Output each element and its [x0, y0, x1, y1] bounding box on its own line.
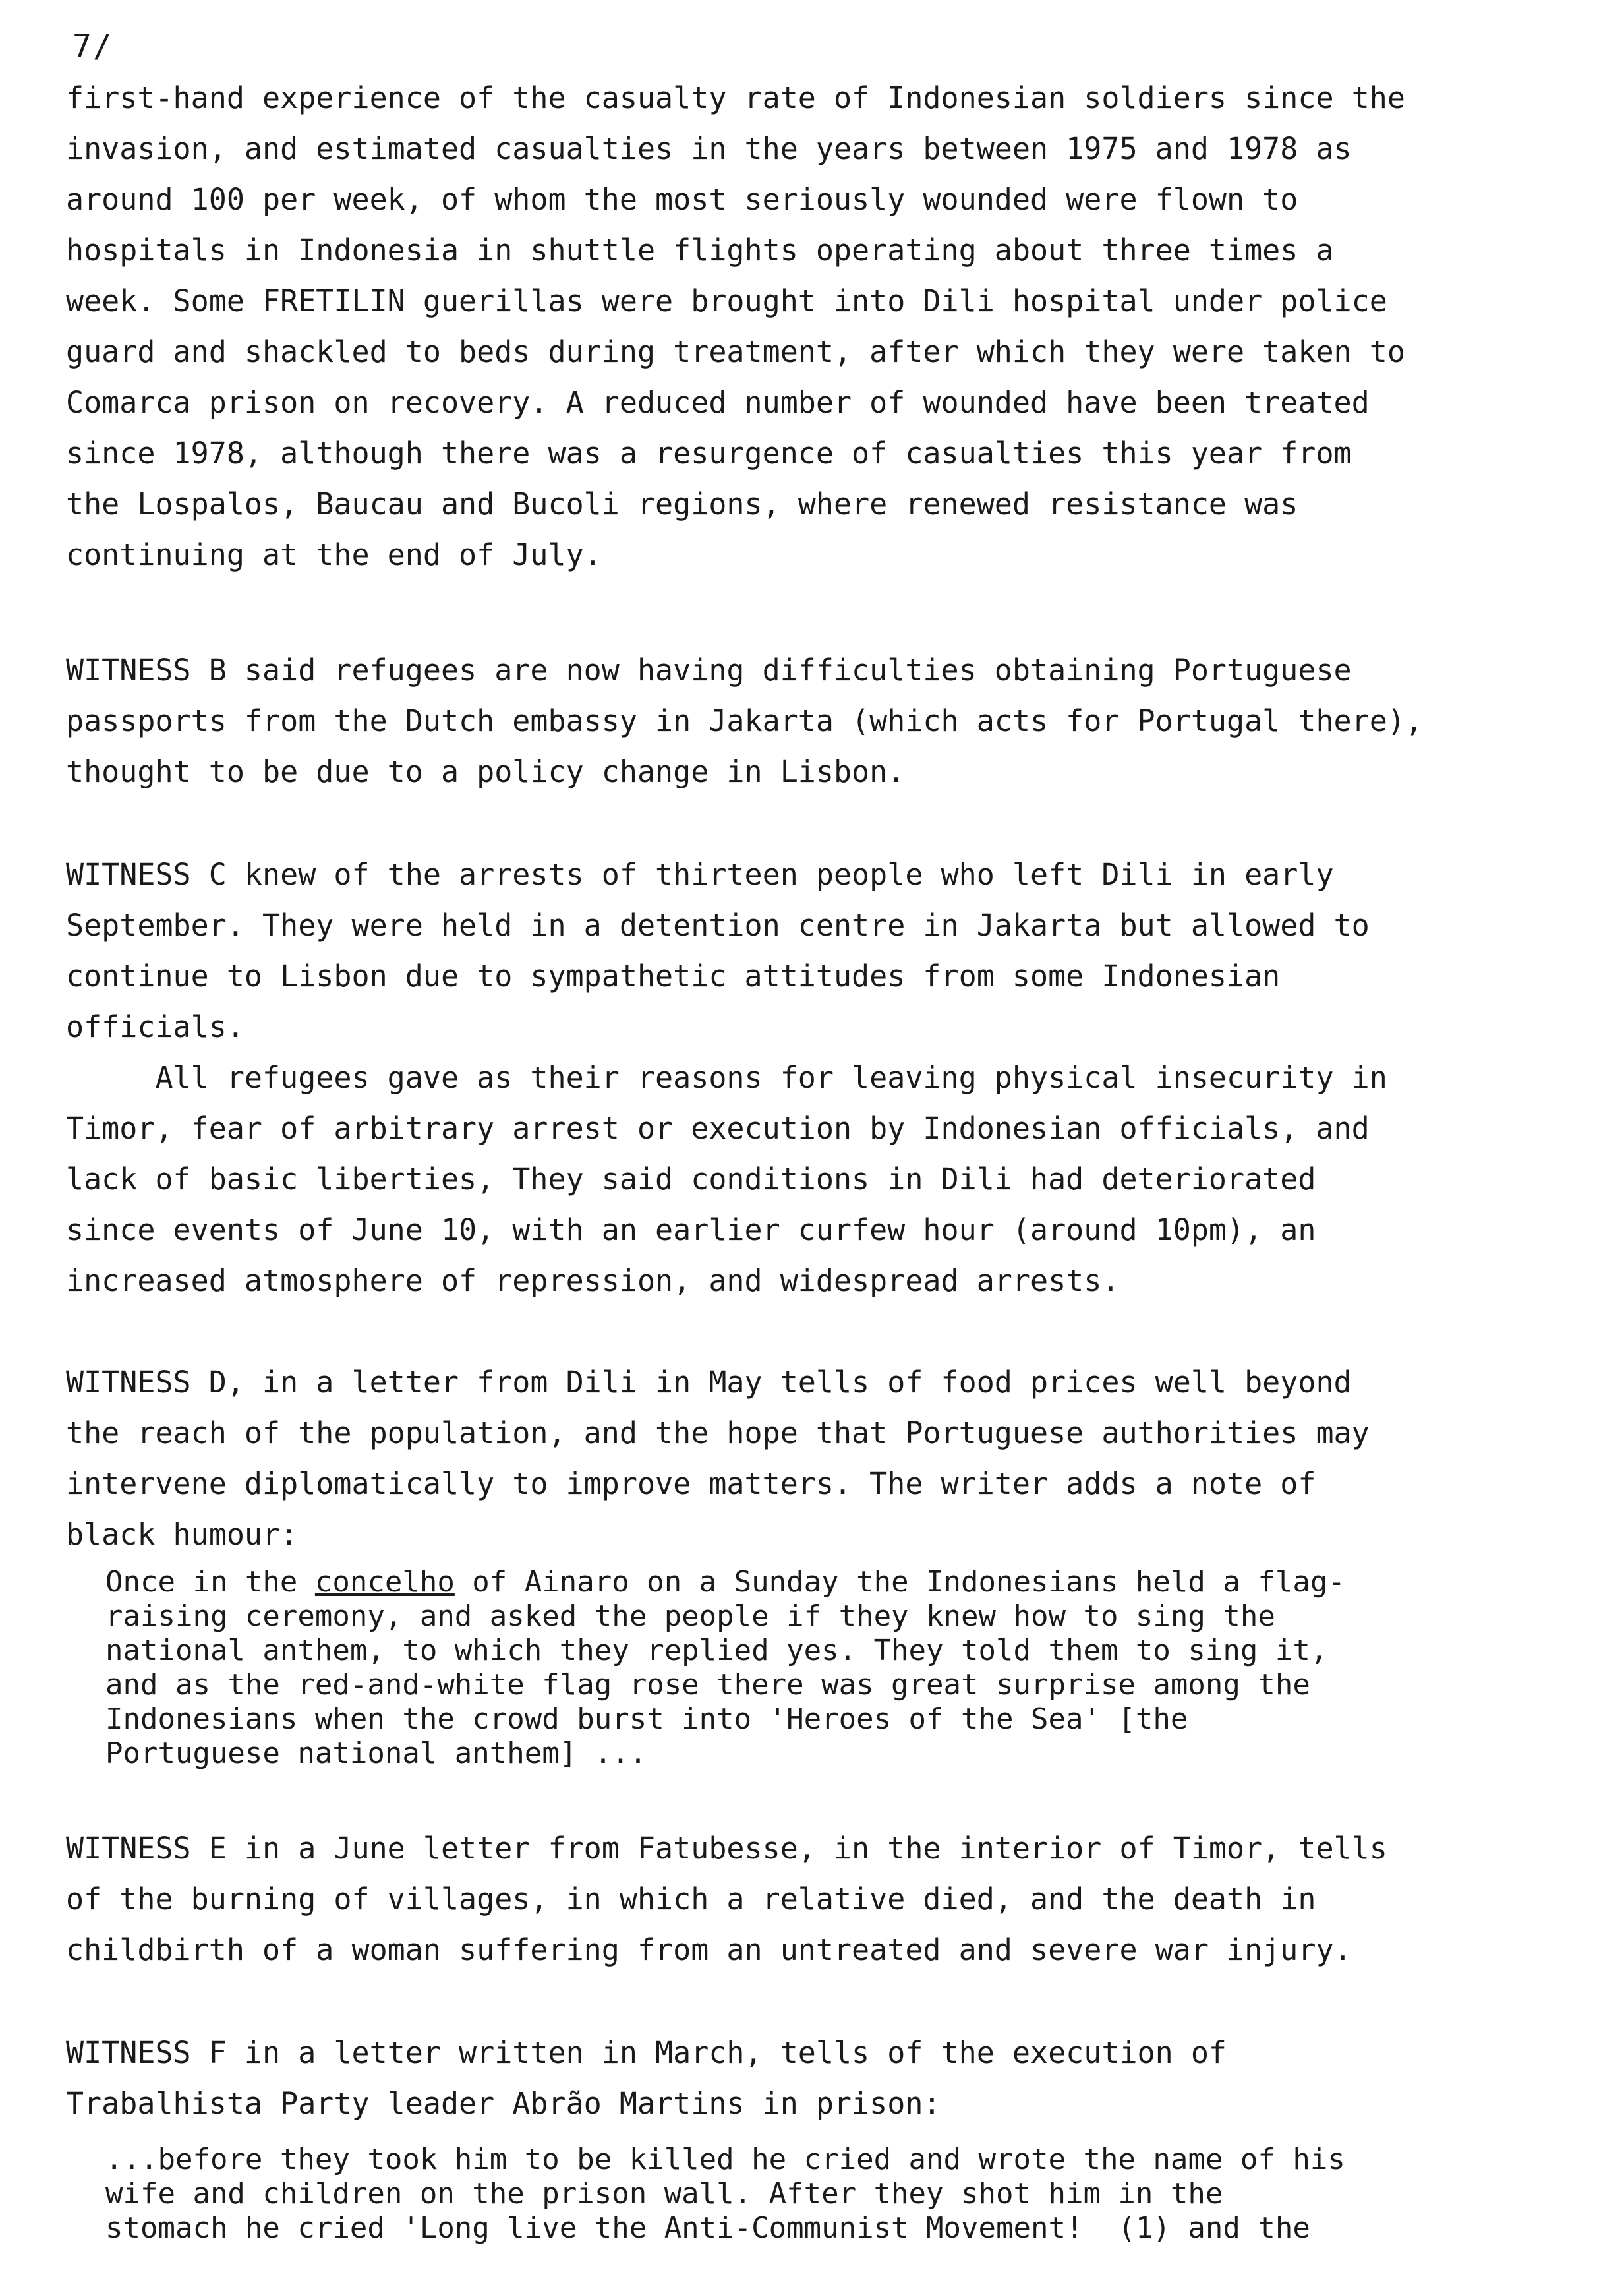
quote-witness-d	[105, 1565, 1582, 1771]
quote-line: wife and children on the prison wall. After they shot him in the	[105, 2177, 1223, 2211]
paragraph-witness-c	[66, 849, 1595, 1306]
quote-text: of Ainaro on a Sunday the Indonesians held a flag-	[454, 1565, 1345, 1599]
text-line: All refugees gave as their reasons for leaving physical insecurity in	[66, 1060, 1387, 1095]
text-line: the Lospalos, Baucau and Bucoli regions, where renewed resistance was	[66, 487, 1298, 521]
text-line: WITNESS E in a June letter from Fatubesse, in the interior of Timor, tells	[66, 1831, 1387, 1866]
quote-witness-f	[105, 2143, 1582, 2245]
paragraph-witness-e	[66, 1823, 1595, 1975]
text-line: WITNESS D, in a letter from Dili in May tells of food prices well beyond	[66, 1365, 1352, 1400]
text-line: passports from the Dutch embassy in Jakarta (which acts for Portugal there),	[66, 703, 1424, 738]
text-line: thought to be due to a policy change in Lisbon.	[66, 754, 906, 789]
quote-line: raising ceremony, and asked the people if they knew how to sing the	[105, 1599, 1275, 1633]
text-line: week. Some FRETILIN guerillas were brought into Dili hospital under police	[66, 283, 1387, 318]
text-line: continuing at the end of July.	[66, 537, 602, 572]
text-line: the reach of the population, and the hope that Portuguese authorities may	[66, 1415, 1370, 1450]
text-line: first-hand experience of the casualty rate of Indonesian soldiers since the	[66, 80, 1405, 115]
quote-line: Indonesians when the crowd burst into 'Heroes of the Sea' [the	[105, 1702, 1188, 1736]
text-line: Trabalhista Party leader Abrão Martins in prison:	[66, 2086, 941, 2121]
quote-line: stomach he cried 'Long live the Anti-Communist Movement! (1) and the	[105, 2211, 1310, 2245]
text-line: guard and shackled to beds during treatment, after which they were taken to	[66, 334, 1405, 369]
text-line: WITNESS C knew of the arrests of thirteen people who left Dili in early	[66, 857, 1334, 892]
paragraph-witness-b	[66, 645, 1595, 797]
text-line: continue to Lisbon due to sympathetic attitudes from some Indonesian	[66, 959, 1281, 994]
paragraph-witness-f	[66, 2027, 1595, 2129]
text-line: Timor, fear of arbitrary arrest or execution by Indonesian officials, and	[66, 1111, 1370, 1146]
text-line: since 1978, although there was a resurgence of casualties this year from	[66, 436, 1352, 471]
text-line: intervene diplomatically to improve matters. The writer adds a note of	[66, 1466, 1316, 1501]
text-line: WITNESS B said refugees are now having difficulties obtaining Portuguese	[66, 653, 1352, 688]
text-line: invasion, and estimated casualties in the years between 1975 and 1978 as	[66, 131, 1352, 166]
quote-line: national anthem, to which they replied yes. They told them to sing it,	[105, 1634, 1328, 1667]
text-line: around 100 per week, of whom the most seriously wounded were flown to	[66, 182, 1298, 217]
paragraph-witness-d	[66, 1357, 1595, 1560]
text-line: officials.	[66, 1009, 245, 1044]
quote-line: and as the red-and-white flag rose there was great surprise among the	[105, 1668, 1310, 1702]
text-line: hospitals in Indonesia in shuttle flights operating about three times a	[66, 233, 1334, 268]
text-line: increased atmosphere of repression, and widespread arrests.	[66, 1263, 1120, 1298]
text-line: of the burning of villages, in which a relative died, and the death in	[66, 1882, 1316, 1917]
text-line: black humour:	[66, 1517, 299, 1552]
text-line: lack of basic liberties, They said conditions in Dili had deteriorated	[66, 1162, 1316, 1197]
page-number: 7/	[72, 28, 113, 65]
text-line: Comarca prison on recovery. A reduced number of wounded have been treated	[66, 385, 1370, 420]
paragraph-casualties	[66, 73, 1595, 580]
underlined-word: concelho	[314, 1565, 455, 1599]
quote-line: Portuguese national anthem] ...	[105, 1737, 647, 1770]
text-line: WITNESS F in a letter written in March, tells of the execution of	[66, 2035, 1227, 2070]
quote-line: ...before they took him to be killed he cried and wrote the name of his	[105, 2143, 1345, 2176]
text-line: childbirth of a woman suffering from an untreated and severe war injury.	[66, 1932, 1352, 1967]
text-line: since events of June 10, with an earlier curfew hour (around 10pm), an	[66, 1212, 1316, 1247]
quote-text: Once in the	[105, 1565, 315, 1599]
quote-line	[105, 1565, 1582, 1599]
text-line: September. They were held in a detention centre in Jakarta but allowed to	[66, 908, 1370, 943]
